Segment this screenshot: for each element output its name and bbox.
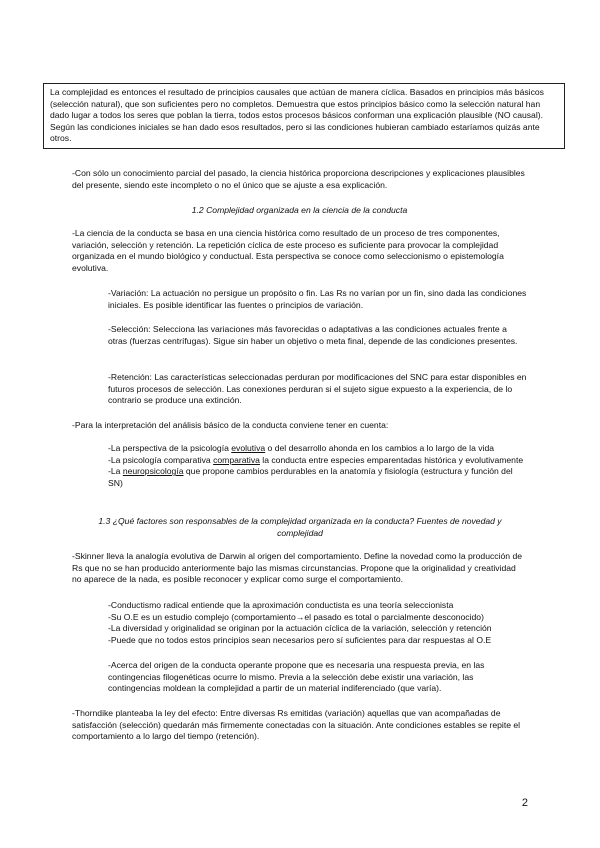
heading-1-3: 1.3 ¿Qué factores son responsables de la complejidad organizada en la conducta? Fuentes de novedad y complejidad	[98, 516, 502, 538]
item-variacion: -Variación: La actuación no persigue un propósito o fin. Las Rs no varían por un fin, sino dada las condiciones iniciales. Es posible identificar las fuentes o principios de variación.	[108, 288, 527, 310]
list-item: -Su O.E es un estudio complejo (comportamiento→el pasado es total o parcialmente desconocido)	[108, 611, 484, 622]
paragraph-skinner: -Skinner lleva la analogía evolutiva de Darwin al origen del comportamiento. Define la novedad como la producción de Rs que no se han producido anteriormente bajo las mismas circunstancias. Propone que la originalidad y creatividad no aparece de la nada, es posible reconocer y explicar como surge el comportamiento.	[72, 551, 523, 585]
list-item-neuropsicologia: -La neuropsicología que propone cambios perdurables en la anatomía y fisiología (estructura y función del SN)	[108, 466, 513, 488]
underlined-term: neuropsicología	[122, 466, 184, 477]
summary-text: La complejidad es entonces el resultado de principios causales que actúan de manera cíclica. Basados en principios más básicos (selección natural), que son suficientes pero no completos. Demuestra que estos principios básico como la selección natural han dado lugar a todos los seres que poblan la tierra, todos estos procesos básicos conforman una explicación plausible (NO causal). Según las condiciones iniciales se han dado esos resultados, pero si las condiciones hubieran cambiado estaríamos quizás ante otros.	[50, 87, 544, 144]
list-item: -La diversidad y originalidad se originan por la actuación cíclica de la variación, selección y retención	[108, 623, 492, 634]
list-item: -Puede que no todos estos principios sean necesarios pero sí suficientes para dar respuestas al O.E	[108, 634, 492, 645]
summary-box	[43, 83, 565, 149]
paragraph-thorndike: -Thorndike planteaba la ley del efecto: Entre diversas Rs emitidas (variación) aquellas que van acompañadas de satisfacción (selección) quedarán más firmemente conectadas con la situación. Ante condiciones estables se repite el comportamiento a lo largo del tiempo (retención).	[72, 708, 521, 742]
underlined-term: comparativa	[213, 454, 260, 465]
paragraph-behavior-science: -La ciencia de la conducta se basa en una ciencia histórica como resultado de un proceso de tres componentes, variación, selección y retención. La repetición cíclica de este proceso es suficiente para provocar la complejidad organizada en el mundo biológico y conductual. Esta perspectiva se conoce como seleccionismo o epistemología evolutiva.	[72, 228, 504, 273]
list-item: -Conductismo radical entiende que la aproximación conductista es una teoría seleccionista	[108, 600, 454, 610]
page-number: 2	[521, 797, 528, 809]
list-perspectives	[108, 443, 528, 489]
paragraph-operante: -Acerca del origen de la conducta operante propone que es necesaria una respuesta previa, en las contingencias filogenéticas ocurre lo mismo. Previa a la selección debe existir una variación, las contingencias moldean la complejidad a partir de un material indiferenciado (que varía).	[108, 660, 485, 694]
paragraph-historical-science: -Con sólo un conocimiento parcial del pasado, la ciencia histórica proporciona descripciones y explicaciones plausibles del presente, siendo este incompleto o no el único que se ajuste a esa explicación.	[72, 168, 525, 190]
heading-1-2: 1.2 Complejidad organizada en la ciencia de la conducta	[191, 205, 408, 215]
list-item-evolutiva: -La perspectiva de la psicología evolutiva o del desarrollo ahonda en los cambios a lo largo de la vida	[108, 443, 495, 453]
item-retencion: -Retención: Las características seleccionadas perduran por modificaciones del SNC para estar disponibles en futuros procesos de selección. Las conexiones perduran si el sujeto sigue expuesto a la experiencia, de lo contrario se produce una extinción.	[108, 372, 527, 406]
item-seleccion: -Selección: Selecciona las variaciones más favorecidas o adaptativas a las condiciones actuales frente a otras (fuerzas centrífugas). Sigue sin haber un objetivo o meta final, depende de las condiciones presentes.	[108, 324, 518, 346]
list-conductismo	[108, 600, 528, 646]
list-item-comparativa: -La psicología comparativa comparativa la conducta entre especies emparentadas histórica y evolutivamente	[108, 454, 524, 465]
underlined-term: evolutiva	[231, 443, 266, 453]
paragraph-interpretation: -Para la interpretación del análisis básico de la conducta conviene tener en cuenta:	[72, 420, 389, 430]
